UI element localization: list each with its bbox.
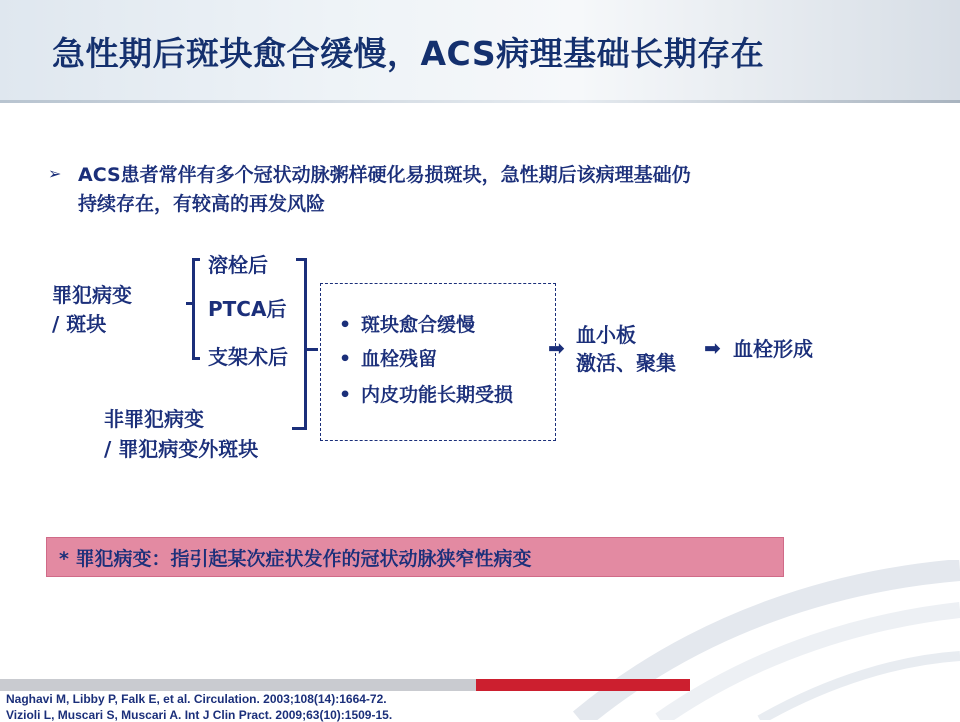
bullet-dot-icon: • [339, 384, 352, 406]
bullet-text [78, 161, 878, 219]
nonculprit-lesion-label: 非罪犯病变 [104, 407, 204, 431]
platelet-label: 血小板 [576, 323, 636, 347]
branch-thrombolysis: 溶栓后 [208, 253, 268, 277]
box-item-healing: • 斑块愈合缓慢 [339, 314, 476, 336]
left-bracket [192, 258, 195, 360]
bracket-bottom [192, 357, 200, 360]
arrow-right-icon: ➡ [704, 336, 721, 360]
culprit-plaque-label: / 斑块 [52, 312, 107, 336]
right-bracket-stem [306, 348, 318, 351]
bracket-top [192, 258, 200, 261]
title-divider [0, 100, 960, 103]
slide-title: 急性期后斑块愈合缓慢，ACS病理基础长期存在 [52, 34, 765, 73]
activation-label: 激活、聚集 [576, 351, 676, 375]
bullet-arrow-icon: ➢ [48, 164, 62, 183]
branch-stent: 支架术后 [208, 345, 288, 369]
box-item-thrombus: • 血栓残留 [339, 348, 438, 370]
right-bracket-bottom [292, 427, 306, 430]
footer-bar-red [476, 679, 690, 691]
footer-bar-gray [0, 679, 476, 691]
definition-note-text: * 罪犯病变：指引起某次症状发作的冠状动脉狭窄性病变 [59, 548, 532, 570]
arrow-right-icon: ➡ [548, 336, 565, 360]
branch-ptca: PTCA后 [208, 297, 287, 321]
pathology-box [320, 283, 556, 441]
thrombosis-label: 血栓形成 [733, 337, 813, 361]
bullet-line-1: ACS患者常伴有多个冠状动脉粥样硬化易损斑块，急性期后该病理基础仍 [78, 164, 691, 186]
reference-2: Vizioli L, Muscari S, Muscari A. Int J Clin Pract. 2009;63(10):1509-15. [6, 708, 393, 722]
bullet-dot-icon: • [339, 348, 352, 370]
decorative-swoosh [540, 560, 960, 720]
right-bracket [304, 258, 307, 430]
nonculprit-plaque-label: / 罪犯病变外斑块 [104, 437, 259, 461]
culprit-lesion-label: 罪犯病变 [52, 283, 132, 307]
reference-1: Naghavi M, Libby P, Falk E, et al. Circulation. 2003;108(14):1664-72. [6, 692, 387, 706]
bullet-line-2: 持续存在，有较高的再发风险 [78, 193, 326, 215]
bullet-dot-icon: • [339, 314, 352, 336]
box-item-endothelium: • 内皮功能长期受损 [339, 384, 514, 406]
